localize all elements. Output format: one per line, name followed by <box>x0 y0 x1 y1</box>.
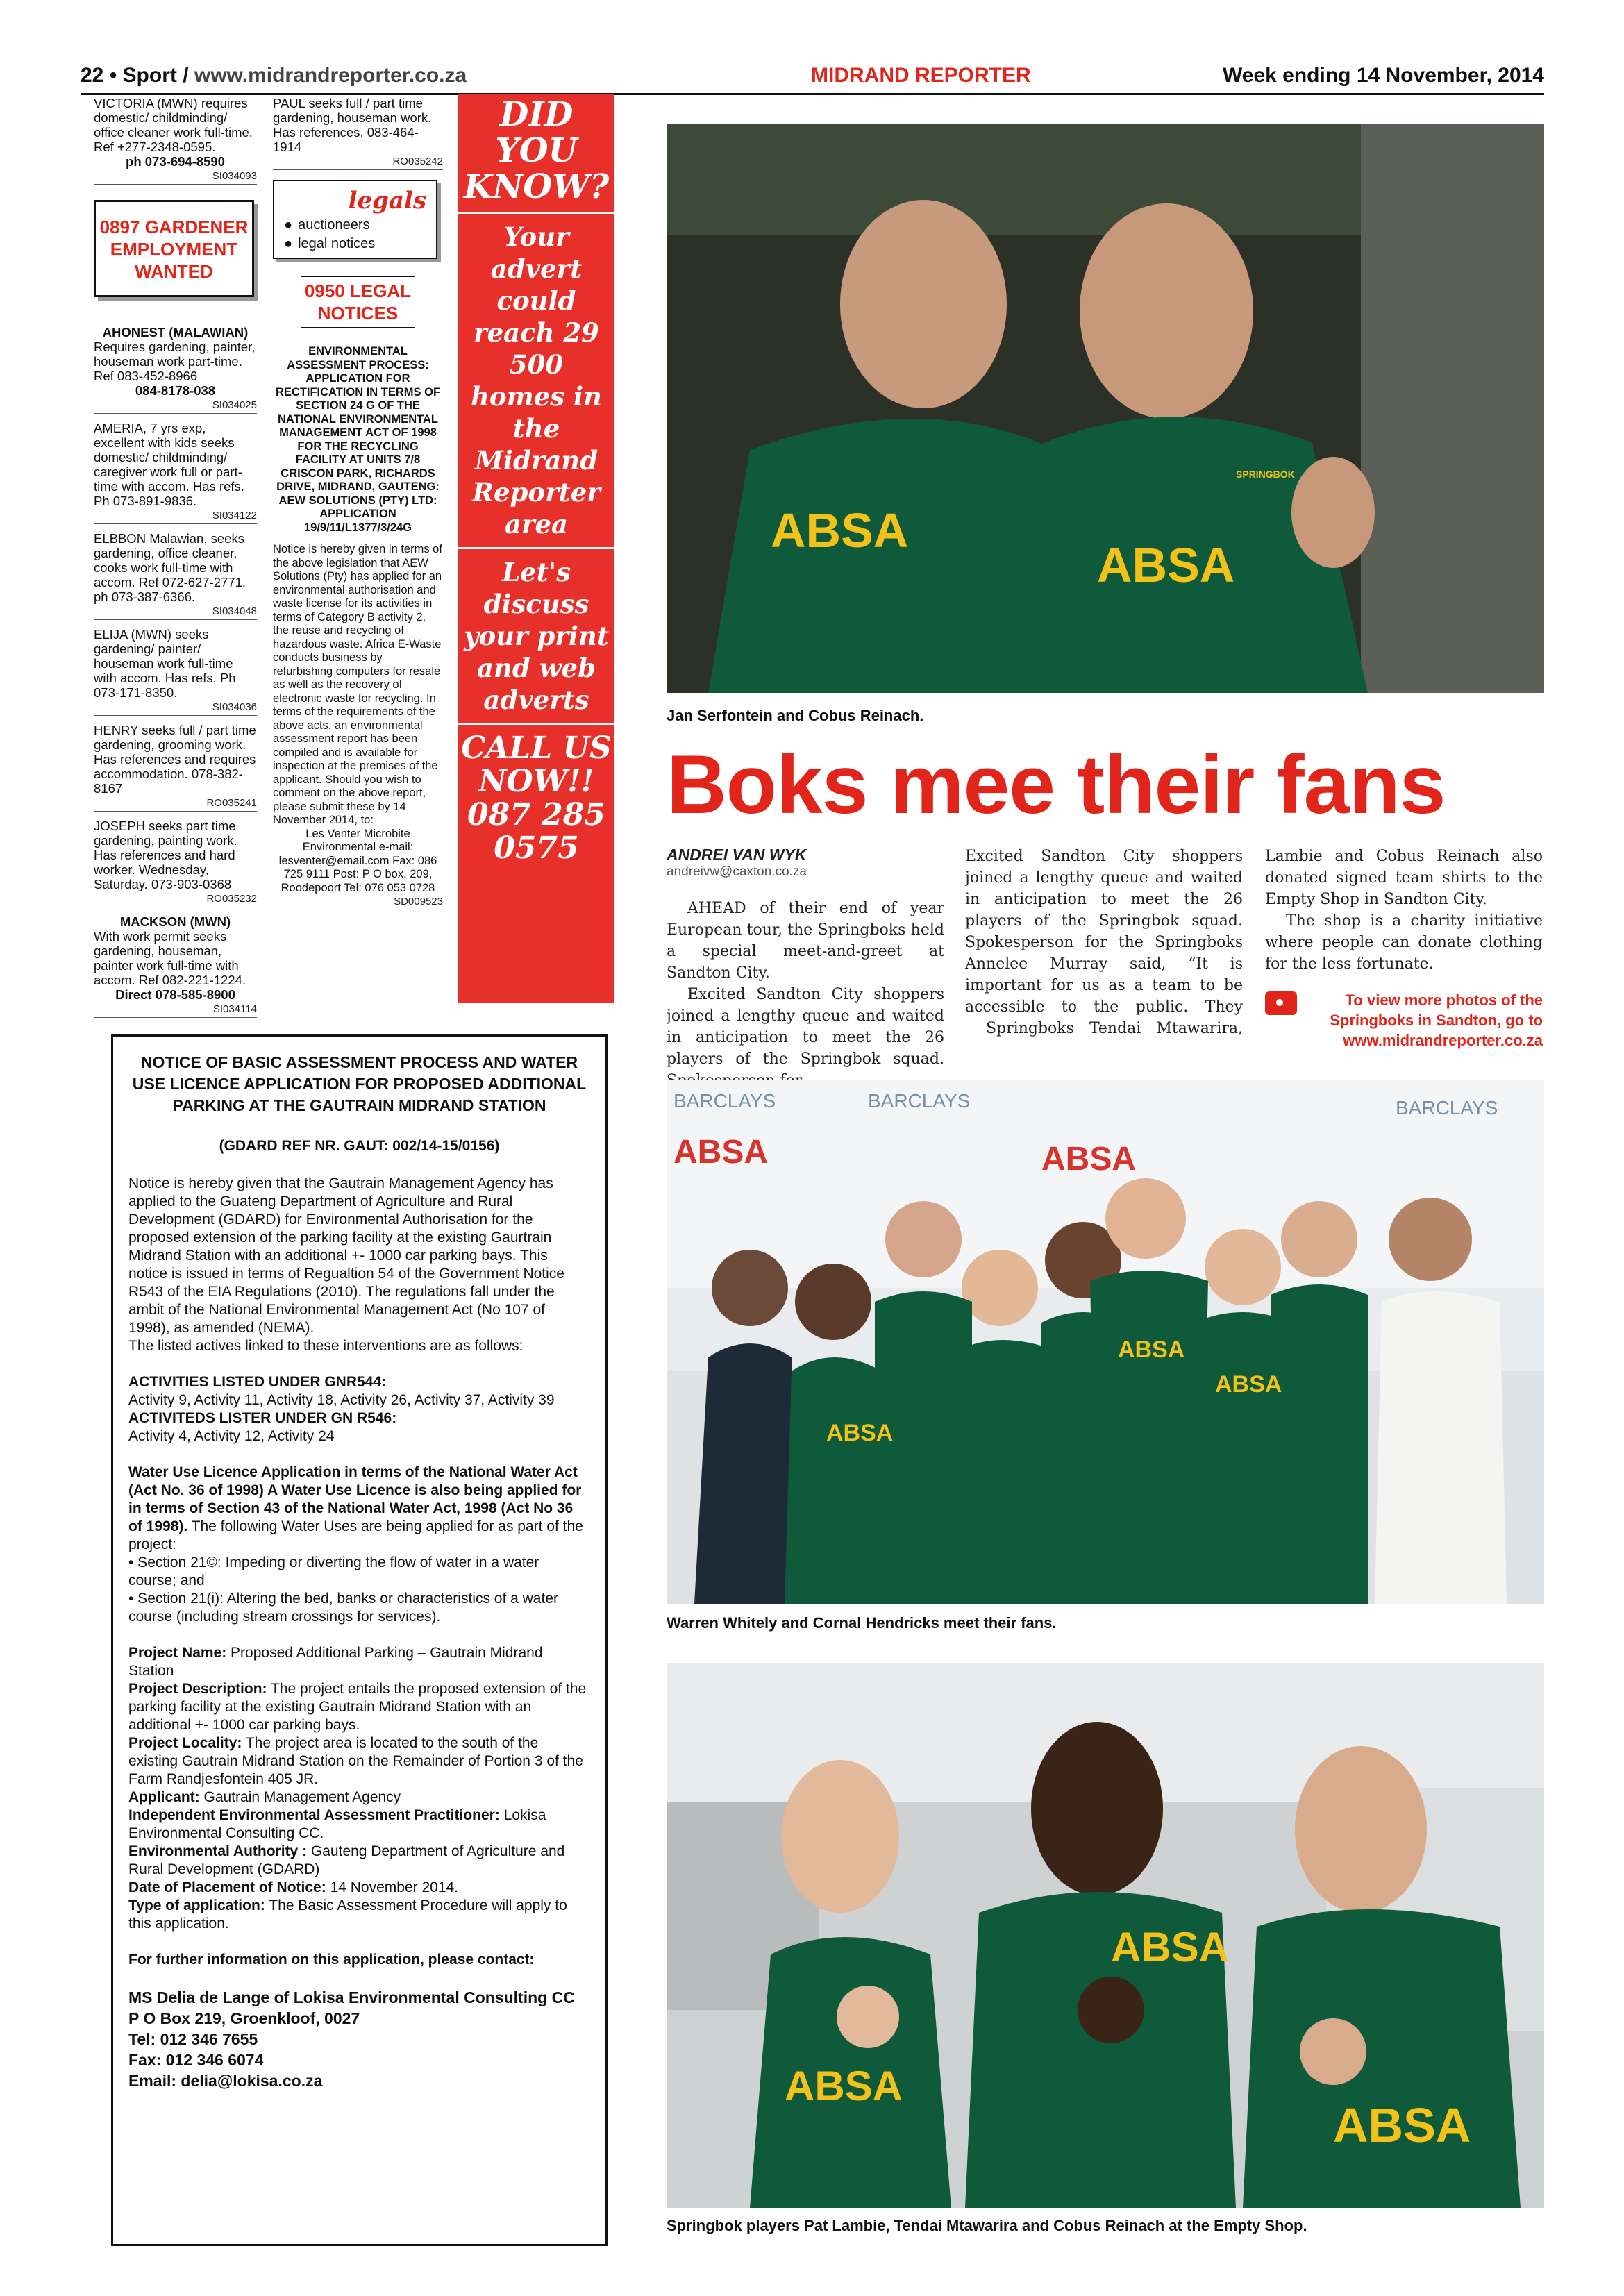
classifieds-column-2 <box>273 96 443 917</box>
shirt-logo: ABSA <box>771 503 909 558</box>
notice-title: NOTICE OF BASIC ASSESSMENT PROCESS AND WATER USE LICENCE APPLICATION FOR PROPOSED ADDITIONAL PARKING AT THE GAUTRAIN MIDRAND STATION <box>132 1053 587 1114</box>
shirt-logo: ABSA <box>1118 1336 1185 1363</box>
advertise-promo-strip <box>458 94 614 1003</box>
category-legal-notices: 0950 LEGAL NOTICES <box>301 276 415 328</box>
camera-icon <box>1265 991 1297 1015</box>
article-paragraph-continued: Lambie and Cobus Reinach also donated signed team shirts to the Empty Shop in Sandton City. <box>1265 848 1543 908</box>
photo-caption-2: Warren Whitely and Cornal Hendricks meet their fans. <box>667 1614 1057 1632</box>
article-paragraph-continued: Excited Sandton City shoppers joined a lengthy queue and waited in anticipation to meet the 26 players of the Springbok squad. Spokesperson for the Springboks Annelee Murray said, “It is important for us as a team to be accessible to the public. They <box>965 848 1243 1016</box>
photo-serfontein-reinach <box>667 124 1544 693</box>
shirt-badge: SPRINGBOK <box>1236 469 1295 480</box>
ad-ameria: AMERIA, 7 yrs exp, excellent with kids seeks domestic/ childminding/ caregiver work full or part-time with accom. Has refs. Ph 073-891-9836. SI034122 <box>94 421 257 524</box>
article-paragraph: Springboks Tendai Mtawarira, <box>986 1020 1243 1037</box>
discuss-text: Let's discuss your print and web adverts <box>464 557 609 715</box>
basic-assessment-notice <box>111 1034 608 2246</box>
banner-text: BARCLAYS <box>673 1090 776 1112</box>
banner-text: BARCLAYS <box>1396 1097 1498 1118</box>
ad-elija: ELIJA (MWN) seeks gardening/ painter/ houseman work full-time with accom. Has refs. Ph 073-171-8350. SI034036 <box>94 627 257 716</box>
reach-text: Your advert could reach 29 500 homes in the Midrand Reporter area <box>471 221 602 539</box>
article-paragraph: The shop is a charity initiative where people can donate clothing for the less fortunate. <box>1265 912 1543 973</box>
did-you-know: DID YOU KNOW? <box>463 95 610 206</box>
article-headline: Boks mee their fans <box>667 738 1446 831</box>
banner-logo: ABSA <box>673 1134 769 1171</box>
author-email[interactable]: andreivw@caxton.co.za <box>667 864 807 879</box>
legals-box <box>273 180 437 259</box>
photo-caption-1: Jan Serfontein and Cobus Reinach. <box>667 707 924 724</box>
banner-text: BARCLAYS <box>868 1090 971 1112</box>
banner-logo: ABSA <box>1041 1141 1137 1178</box>
env-assessment-notice: ENVIRONMENTAL ASSESSMENT PROCESS: APPLICATION FOR RECTIFICATION IN TERMS OF SECTION 24 G OF THE NATIONAL ENVIRONMENTAL MANAGEMENT ACT OF 1998 FOR THE RECYCLING FACILITY AT UNITS 7/8 CRISCON PARK, RICHARDS DRIVE, MIDRAND, GAUTENG: AEW SOLUTIONS (PTY) LTD: APPLICATION 19/9/11/L1377/3/24G Notice is hereby given in terms of the above legislation that AEW Solutions (Pty) has applied for an environmental authorisation and waste license for its activities in terms of Category B activity 2, the reuse and recycling of hazardous waste. Africa E-Waste conducts business by refurbishing computers for resale as well as the recovery of electronic waste for recycling. In terms of the requirements of the above acts, an environmental assessment report has been compiled and is available for inspection at the premises of the applicant. Should you wish to comment on the above report, please submit these by 14 November 2014, to: Les Venter Microbite Environmental e-mail: lesventer@email.com Fax: 086 725 9111 Post: P O box, 209, Roodepoort Tel: 076 053 0728 SD009523 <box>273 345 443 910</box>
byline: ANDREI VAN WYK <box>667 846 807 864</box>
ad-elbbon: ELBBON Malawian, seeks gardening, office cleaner, cooks work full-time with accom. Ref 072-627-2771. ph 073-387-6366. SI034048 <box>94 531 257 620</box>
header-rule <box>81 93 1544 95</box>
ad-paul: PAUL seeks full / part time gardening, houseman work. Has references. 083-464-1914 RO035242 <box>273 96 443 170</box>
photo-caption-3: Springbok players Pat Lambie, Tendai Mtawarira and Cobus Reinach at the Empty Shop. <box>667 2217 1307 2234</box>
masthead: MIDRAND REPORTER <box>811 64 1031 87</box>
article-column-3 <box>1265 846 1543 1050</box>
gdard-ref: (GDARD REF NR. GAUT: 002/14-15/0156) <box>219 1138 500 1154</box>
legals-item: ● legal notices <box>284 236 426 252</box>
legals-item: ● auctioneers <box>284 217 426 233</box>
shirt-logo: ABSA <box>1097 538 1235 592</box>
notice-activities: ACTIVITIES LISTED UNDER GNR544: Activity 9, Activity 11, Activity 18, Activity 26, Activity 37, Activity 39 ACTIVITEDS LISTER UNDER GN R546: Activity 4, Activity 12, Activity 24 <box>128 1374 555 1444</box>
page-header <box>81 64 1544 93</box>
notice-contact: MS Delia de Lange of Lokisa Environmental Consulting CC P O Box 219, Groenkloof, 0027 Tel: 012 346 7655 Fax: 012 346 6074 Email: delia@lokisa.co.za <box>128 1988 575 2090</box>
ad-mackson: MACKSON (MWN) With work permit seeks gardening, houseman, painter work full-time with accom. Ref 082-221-1224. Direct 078-585-8900 SI034114 <box>94 914 257 1018</box>
article-paragraph: Excited Sandton City shoppers joined a lengthy queue and waited in anticipation to meet the 26 players of the Springbok squad. <box>667 986 944 1068</box>
notice-intro: Notice is hereby given that the Gautrain Management Agency has applied to the Guateng Department of Agriculture and Rural Development (GDARD) for Environmental Authorisation for the proposed extension of the parking facility at the existing Gaurtrain Midrand Station with an additional +- 1000 car parking bays. This notice is issued in terms of Regualtion 54 of the Government Notice R543 of the EIA Regulations (2010). The regulations fall under the ambit of the National Environmental Management Act (No 107 of 1998), as amended (NEMA). The listed actives linked to these interventions are as follows: <box>128 1175 564 1354</box>
classifieds-column-1 <box>94 96 257 1025</box>
contact-email[interactable]: Email: delia@lokisa.co.za <box>128 2072 323 2090</box>
notice-project-fields: Project Name: Proposed Additional Parking – Gautrain Midrand Station Project Description: The project entails the proposed extension of the parking facility at the existing Gautrain Midrand Station with an additional +- 1000 car parking bays. Project Locality: The project area is located to the south of the existing Gautrain Midrand Station on the Remainder of Portion 3 of the Farm Randjesfontein 405 JR. Applicant: Gautrain Management Agency Independent Environmental Assessment Practitioner: Lokisa Environmental Consulting CC. Environmental Authority : Gauteng Department of Agriculture and Rural Development (GDARD) Date of Placement of Notice: 14 November 2014. Type of application: The Basic Assessment Procedure will apply to this application. <box>128 1645 587 1932</box>
ad-henry: HENRY seeks full / part time gardening, grooming work. Has references and requires accommodation. 078-382-8167 RO035241 <box>94 723 257 812</box>
shirt-logo: ABSA <box>826 1420 894 1446</box>
call-us[interactable]: CALL US NOW!! 087 285 0575 <box>461 730 612 866</box>
article-paragraph: AHEAD of their end of year European tour, the Springboks held a special meet-and-greet at Sandton City. <box>667 900 944 982</box>
shirt-logo: ABSA <box>785 2063 903 2109</box>
notice-water-use: Water Use Licence Application in terms of the National Water Act (Act No. 36 of 1998) A Water Use Licence is also being applied for in terms of Section 43 of the National Water Act, 1998 (Act No 36 of 1998). The following Water Uses are being applied for as part of the project: • Section 21©: Impeding or diverting the flow of water in a water course; and • Section 21(i): Altering the bed, banks or characteristics of a water course (including stream crossings for services). <box>128 1464 583 1625</box>
page-section: 22 • Sport / www.midrandreporter.co.za <box>81 64 467 87</box>
category-gardener: 0897 GARDENER EMPLOYMENT WANTED <box>94 200 254 297</box>
shirt-logo: ABSA <box>1111 1924 1230 1970</box>
photo-players-empty-shop <box>667 1663 1544 2208</box>
notice-further-info: For further information on this application, please contact: <box>128 1952 535 1968</box>
legals-title: legals <box>348 187 426 215</box>
shirt-logo: ABSA <box>1215 1371 1282 1398</box>
article-column-1 <box>667 846 944 1113</box>
site-url[interactable]: www.midrandreporter.co.za <box>194 64 467 87</box>
article-column-2 <box>965 846 1243 1039</box>
ad-joseph: JOSEPH seeks part time gardening, painting work. Has references and hard worker. Wednesday, Saturday. 073-903-0368 RO035232 <box>94 819 257 907</box>
issue-date: Week ending 14 November, 2014 <box>1223 64 1544 87</box>
photo-fans-group <box>667 1080 1544 1604</box>
more-photos-link[interactable]: To view more photos of the Springboks in Sandton, go to www.midrandreporter.co.za <box>1265 990 1543 1050</box>
shirt-logo: ABSA <box>1333 2098 1471 2152</box>
ad-ahonest: AHONEST (MALAWIAN) Requires gardening, painter, houseman work part-time. Ref 083-452-8966 084-8178-038 SI034025 <box>94 325 257 414</box>
ad-victoria: VICTORIA (MWN) requires domestic/ childminding/ office cleaner work full-time. Ref +277-2348-0595. ph 073-694-8590 SI034093 <box>94 96 257 185</box>
